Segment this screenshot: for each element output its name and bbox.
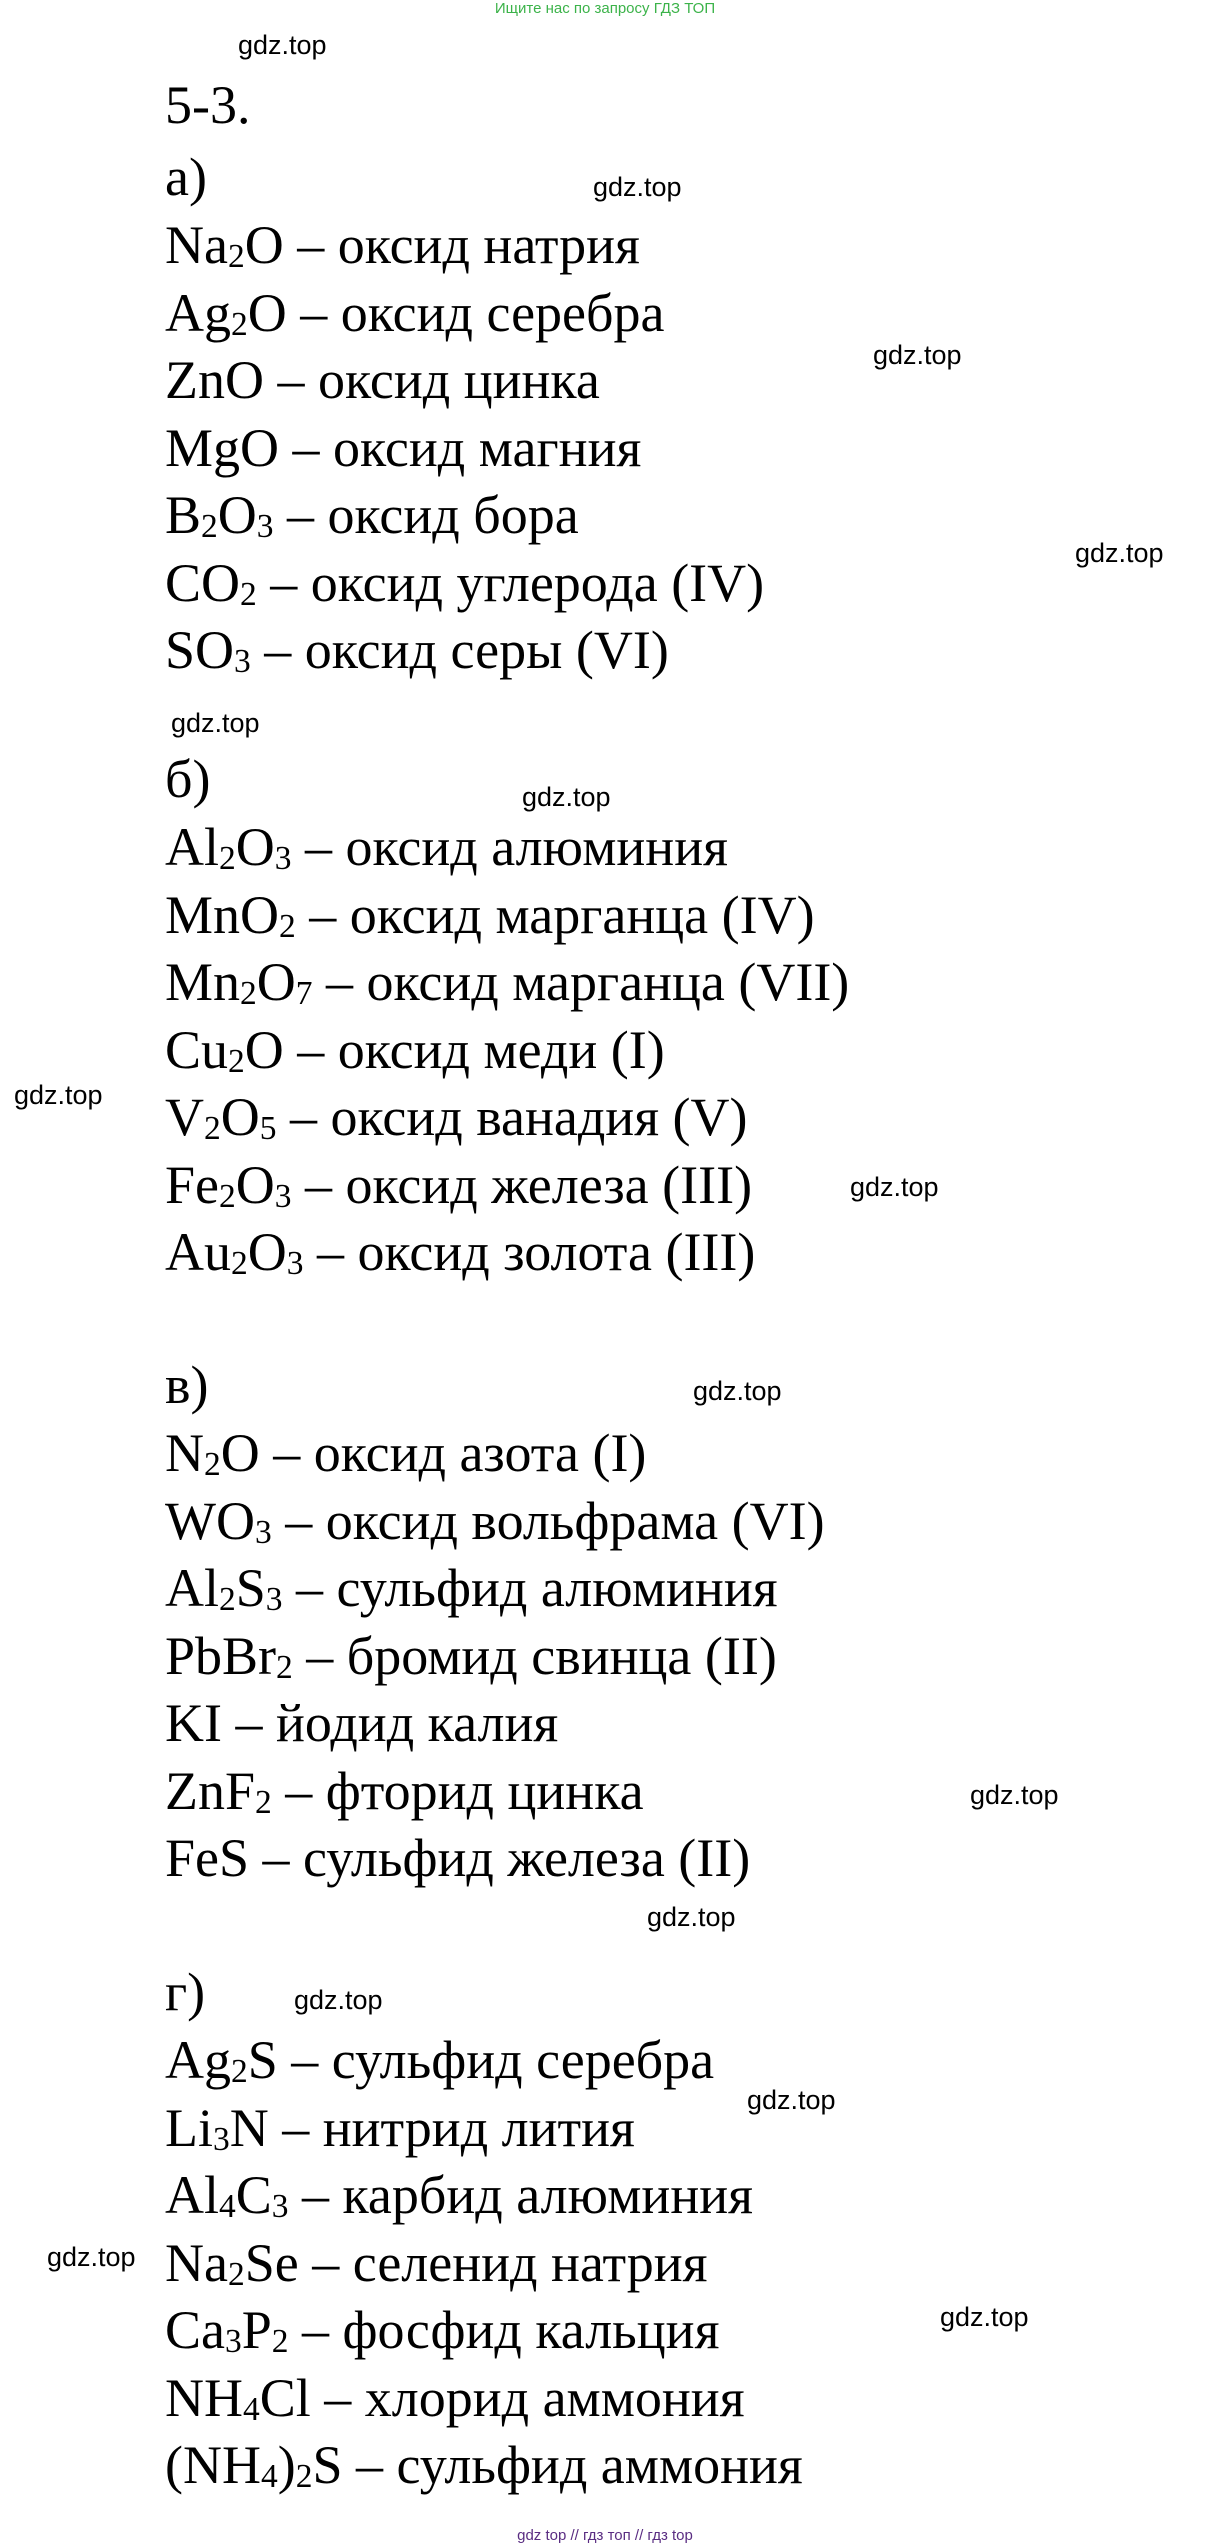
watermark: gdz.top bbox=[47, 2242, 136, 2272]
compound-name: – хлорид аммония bbox=[310, 2367, 745, 2428]
watermark: gdz.top bbox=[850, 1172, 939, 1202]
section-label: а) bbox=[165, 147, 207, 207]
formula-part: CO bbox=[165, 552, 241, 613]
formula-part: O bbox=[244, 1019, 284, 1080]
formula bbox=[165, 885, 296, 945]
formula-part: N bbox=[229, 2097, 269, 2158]
formula-part: SO bbox=[165, 620, 235, 680]
formula-part: Li bbox=[165, 2097, 213, 2158]
section-label: в) bbox=[165, 1355, 209, 1415]
compound-name: – сульфид серебра bbox=[277, 2030, 715, 2090]
watermark: gdz.top bbox=[747, 2085, 836, 2115]
compound-line bbox=[165, 1558, 778, 1619]
formula-subscript: 4 bbox=[260, 2458, 278, 2496]
compound-name: – сульфид аммония bbox=[342, 2435, 803, 2495]
formula-part: MgO bbox=[165, 417, 280, 478]
compound-line bbox=[165, 1087, 748, 1148]
formula-subscript: 3 bbox=[265, 1581, 283, 1619]
formula-part: Na bbox=[165, 2232, 228, 2293]
compound-line bbox=[165, 1019, 665, 1080]
compound-line bbox=[165, 2165, 753, 2226]
compound-name: – оксид меди (I) bbox=[283, 1019, 665, 1080]
formula-part: Mn bbox=[165, 952, 241, 1012]
formula-part: Al bbox=[165, 817, 219, 877]
formula-subscript: 3 bbox=[256, 508, 274, 546]
formula bbox=[165, 1828, 249, 1888]
formula bbox=[165, 2098, 269, 2158]
formula bbox=[165, 1087, 276, 1147]
formula-part: S bbox=[312, 2435, 343, 2495]
formula-part: Al bbox=[165, 2165, 219, 2225]
footer-banner: gdz top // гдз топ // гдз top bbox=[517, 2527, 693, 2544]
formula bbox=[165, 1423, 260, 1483]
formula-subscript: 5 bbox=[259, 1110, 277, 1148]
formula bbox=[165, 1491, 272, 1551]
compound-name: – оксид железа (III) bbox=[291, 1154, 753, 1215]
formula bbox=[165, 2435, 342, 2495]
watermark: gdz.top bbox=[294, 1985, 383, 2015]
compound-line bbox=[165, 1625, 777, 1686]
watermark: gdz.top bbox=[873, 340, 962, 370]
formula bbox=[165, 1626, 293, 1686]
watermark: gdz.top bbox=[593, 172, 682, 202]
task-number: 5-3. bbox=[165, 75, 251, 135]
formula-part: P bbox=[241, 2300, 272, 2360]
formula-part: O bbox=[220, 1423, 260, 1483]
formula-subscript: 2 bbox=[295, 2458, 313, 2496]
formula-subscript: 3 bbox=[234, 643, 251, 681]
compound-name: – карбид алюминия bbox=[288, 2165, 753, 2225]
compound-line bbox=[165, 884, 815, 945]
compound-name: – фторид цинка bbox=[271, 1760, 644, 1821]
compound-name: – оксид серы (VI) bbox=[250, 620, 669, 680]
formula-subscript: 2 bbox=[231, 305, 248, 343]
formula bbox=[165, 2030, 278, 2090]
compound-name: – фосфид кальция bbox=[288, 2300, 720, 2360]
compound-name: – йодид калия bbox=[221, 1693, 559, 1753]
formula bbox=[165, 1020, 284, 1080]
compound-line bbox=[165, 215, 640, 276]
formula-subscript: 3 bbox=[271, 2188, 289, 2226]
formula-subscript: 4 bbox=[219, 2188, 236, 2226]
formula-part: O bbox=[244, 215, 284, 275]
formula-part: O bbox=[235, 1154, 275, 1215]
compound-line bbox=[165, 2030, 715, 2091]
compound-line bbox=[165, 350, 600, 410]
formula-part: ) bbox=[277, 2435, 296, 2495]
compound-name: – оксид вольфрама (VI) bbox=[271, 1490, 825, 1551]
compound-line bbox=[165, 1154, 753, 1215]
formula bbox=[165, 1761, 272, 1821]
compound-line bbox=[165, 1490, 825, 1551]
formula-subscript: 2 bbox=[227, 2255, 245, 2293]
formula-part: O bbox=[217, 485, 257, 545]
formula-subscript: 2 bbox=[219, 1177, 236, 1215]
formula-part: ZnF bbox=[165, 1760, 256, 1821]
formula-part: Fe bbox=[165, 1154, 219, 1215]
formula-part: (NH bbox=[165, 2435, 261, 2495]
section-label: б) bbox=[165, 749, 211, 809]
formula-part: B bbox=[165, 485, 202, 545]
formula-part: MnO bbox=[165, 884, 280, 945]
formula-subscript: 2 bbox=[271, 2323, 289, 2361]
formula-part: V bbox=[165, 1087, 204, 1147]
formula bbox=[165, 1222, 303, 1282]
formula-part: WO bbox=[165, 1490, 255, 1551]
formula-subscript: 3 bbox=[254, 1513, 272, 1551]
formula-subscript: 2 bbox=[240, 975, 257, 1013]
compound-line bbox=[165, 485, 579, 546]
compound-name: – оксид ванадия (V) bbox=[276, 1087, 748, 1147]
watermark: gdz.top bbox=[14, 1080, 103, 1110]
formula-part: NH bbox=[165, 2367, 243, 2428]
formula-part: Cl bbox=[259, 2367, 311, 2428]
compound-line bbox=[165, 1760, 644, 1821]
compound-line bbox=[165, 417, 642, 478]
formula-part: PbBr bbox=[165, 1625, 277, 1686]
compound-line bbox=[165, 952, 850, 1013]
compound-name: – оксид азота (I) bbox=[259, 1423, 647, 1483]
formula-part: O bbox=[247, 1222, 287, 1282]
compound-line bbox=[165, 2097, 635, 2158]
formula bbox=[165, 952, 312, 1012]
formula-subscript: 7 bbox=[295, 975, 313, 1013]
formula-subscript: 2 bbox=[240, 575, 257, 613]
formula bbox=[165, 2165, 289, 2225]
formula bbox=[165, 2368, 311, 2428]
formula-subscript: 2 bbox=[276, 1648, 293, 1686]
formula-part: O bbox=[220, 1087, 260, 1147]
compound-line bbox=[165, 552, 765, 613]
formula bbox=[165, 2233, 299, 2293]
formula-part: S bbox=[247, 2030, 278, 2090]
formula-part: O bbox=[247, 282, 287, 343]
compound-line bbox=[165, 282, 665, 343]
compound-line bbox=[165, 1693, 559, 1753]
formula-part: ZnO bbox=[165, 350, 264, 410]
compound-name: – оксид марганца (VII) bbox=[312, 952, 850, 1012]
compound-name: – селенид натрия bbox=[298, 2232, 708, 2293]
formula bbox=[165, 215, 284, 275]
formula-part: Ag bbox=[165, 282, 231, 343]
formula bbox=[165, 1558, 283, 1618]
formula-part: Ag bbox=[165, 2030, 231, 2090]
watermark: gdz.top bbox=[940, 2302, 1029, 2332]
formula-subscript: 2 bbox=[279, 907, 296, 945]
formula-subscript: 2 bbox=[219, 840, 236, 878]
formula bbox=[165, 2300, 289, 2360]
formula-subscript: 3 bbox=[286, 1245, 304, 1283]
watermark: gdz.top bbox=[970, 1780, 1059, 1810]
formula bbox=[165, 350, 264, 410]
formula-part: O bbox=[256, 952, 296, 1012]
formula-subscript: 2 bbox=[231, 2053, 248, 2091]
formula bbox=[165, 553, 257, 613]
compound-line bbox=[165, 2232, 708, 2293]
formula-subscript: 3 bbox=[225, 2323, 242, 2361]
watermark: gdz.top bbox=[1075, 538, 1164, 568]
compound-name: – сульфид алюминия bbox=[282, 1558, 778, 1618]
compound-name: – оксид углерода (IV) bbox=[256, 552, 765, 613]
formula bbox=[165, 283, 287, 343]
compound-name: – оксид натрия bbox=[283, 215, 640, 275]
watermark: gdz.top bbox=[693, 1376, 782, 1406]
compound-name: – бромид свинца (II) bbox=[292, 1625, 777, 1686]
compound-name: – сульфид железа (II) bbox=[249, 1828, 751, 1888]
compound-line bbox=[165, 817, 728, 878]
formula-part: Al bbox=[165, 1558, 219, 1618]
formula-subscript: 2 bbox=[227, 238, 245, 276]
formula-subscript: 4 bbox=[243, 2390, 260, 2428]
watermark: gdz.top bbox=[647, 1902, 736, 1932]
formula-part: C bbox=[235, 2165, 272, 2225]
formula-subscript: 2 bbox=[219, 1581, 236, 1619]
compound-name: – оксид серебра bbox=[286, 282, 665, 343]
compound-line bbox=[165, 2435, 803, 2496]
compound-line bbox=[165, 1828, 751, 1888]
formula bbox=[165, 1693, 222, 1753]
compound-line bbox=[165, 1222, 756, 1283]
formula-subscript: 3 bbox=[213, 2120, 230, 2158]
formula-part: Ca bbox=[165, 2300, 225, 2360]
watermark: gdz.top bbox=[238, 30, 327, 60]
compound-line bbox=[165, 2367, 745, 2428]
compound-name: – оксид марганца (IV) bbox=[295, 884, 815, 945]
formula-subscript: 2 bbox=[204, 1110, 221, 1148]
formula bbox=[165, 620, 251, 680]
formula-subscript: 3 bbox=[274, 840, 292, 878]
compound-line bbox=[165, 2300, 720, 2361]
formula bbox=[165, 817, 291, 877]
formula-subscript: 2 bbox=[231, 1245, 248, 1283]
formula-subscript: 2 bbox=[204, 1446, 221, 1484]
formula-subscript: 2 bbox=[255, 1783, 272, 1821]
compound-line bbox=[165, 620, 669, 681]
formula-part: S bbox=[235, 1558, 266, 1618]
section-label: г) bbox=[165, 1962, 206, 2022]
compound-name: – оксид цинка bbox=[263, 350, 600, 410]
compound-name: – оксид золота (III) bbox=[303, 1222, 756, 1282]
compound-line bbox=[165, 1423, 647, 1484]
formula-part: N bbox=[165, 1423, 204, 1483]
compound-name: – оксид алюминия bbox=[291, 817, 728, 877]
formula bbox=[165, 1155, 291, 1215]
compound-name: – оксид бора bbox=[273, 485, 579, 545]
top-banner: Ищите нас по запросу ГДЗ ТОП bbox=[494, 0, 716, 17]
formula-subscript: 3 bbox=[274, 1177, 292, 1215]
formula-part: FeS bbox=[165, 1828, 250, 1888]
formula-part: Au bbox=[165, 1222, 231, 1282]
watermark: gdz.top bbox=[171, 708, 260, 738]
formula-part: Na bbox=[165, 215, 228, 275]
watermark: gdz.top bbox=[522, 782, 611, 812]
formula-part: Cu bbox=[165, 1019, 229, 1080]
formula-part: KI bbox=[165, 1693, 222, 1753]
compound-name: – нитрид лития bbox=[268, 2097, 635, 2158]
formula-subscript: 2 bbox=[201, 508, 218, 546]
formula-part: Se bbox=[244, 2232, 299, 2293]
formula bbox=[165, 418, 279, 478]
formula-part: O bbox=[235, 817, 275, 877]
compound-name: – оксид магния bbox=[279, 417, 642, 478]
formula-subscript: 2 bbox=[228, 1042, 245, 1080]
formula bbox=[165, 485, 274, 545]
